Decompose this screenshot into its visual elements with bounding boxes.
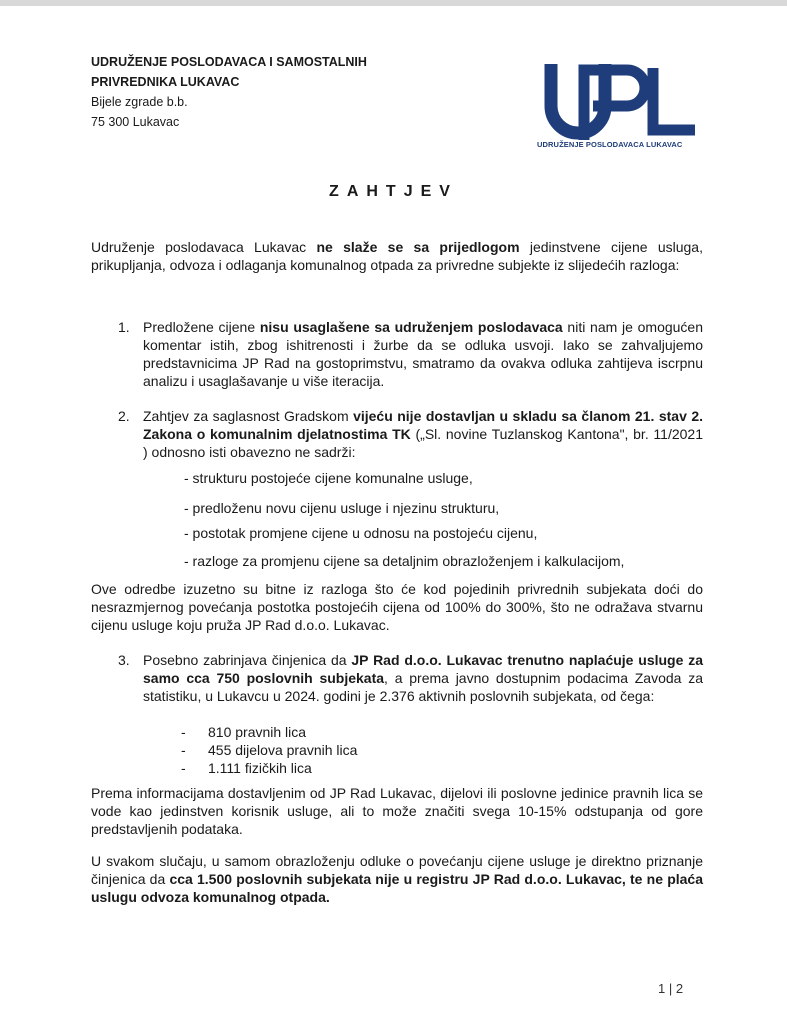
paragraph-information: Prema informacijama dostavljenim od JP Rad Lukavac, dijelovi ili poslovne jedinice pravnih lica se vode kao jedinstven korisnik usluge, ali to može značiti svega 10-15% odstupanja od gore predstavljenih podataka.: [91, 785, 703, 837]
requirement-item: - razloge za promjenu cijene sa detaljnim obrazloženjem i kalkulacijom,: [184, 553, 625, 569]
item2-text-1: Zahtjev za saglasnost Gradskom: [143, 408, 354, 424]
item1-text-2: niti nam je omogućen komentar istih, zbog ishitrenosti i žurbe da se odluka usvoji. Iako se zahvaljujemo predstavnicima JP Rad na gostoprimstvu, smatramo da ovakva odluka zahtijeva iscrpnu analizu i usaglašavanje u više iteracija.: [143, 319, 703, 389]
item-body: [143, 407, 703, 461]
org-name-line2: PRIVREDNIKA LUKAVAC: [91, 75, 240, 89]
item2-text-2: („Sl. novine Tuzlanskog Kantona", br. 11/2021 ) odnosno isti obavezno ne sadrži:: [143, 426, 703, 460]
list-item-1: [118, 318, 703, 390]
item2-emphasis: vijeću nije dostavljan u skladu sa članom 21. stav 2. Zakona o komunalnim djelatnostima TK: [143, 408, 703, 442]
breakdown-item: [181, 723, 306, 741]
address-street: Bijele zgrade b.b.: [91, 95, 188, 109]
requirement-item: - postotak promjene cijene u odnosu na postojeću cijenu,: [184, 525, 538, 541]
document-title: ZAHTJEV: [329, 183, 458, 200]
item-number: 3.: [118, 652, 130, 668]
breakdown-item: [181, 759, 312, 777]
item-body: [143, 318, 703, 390]
logo-caption: UDRUŽENJE POSLODAVACA LUKAVAC: [537, 140, 683, 149]
dash: -: [181, 742, 186, 758]
list-item-2: [118, 407, 703, 461]
item-body: [143, 651, 703, 705]
list-item-3: [118, 651, 703, 705]
paragraph-consequences: Ove odredbe izuzetno su bitne iz razloga što će kod pojedinih privrednih subjekata doći do nesrazmjernog povećanja postotka postojećih cijena od 100% do 300%, što ne odražava stvarnu cijenu usluge koju pruža JP Rad d.o.o. Lukavac.: [91, 581, 703, 633]
requirement-item: - strukturu postojeće cijene komunalne usluge,: [184, 470, 473, 486]
item-number: 2.: [118, 408, 130, 424]
item3-text-1: Posebno zabrinjava činjenica da: [143, 652, 352, 668]
intro-paragraph: [91, 238, 703, 274]
dash: -: [181, 760, 186, 776]
conclusion-text: U svakom slučaju, u samom obrazloženju odluke o povećanju cijene usluge je direktno priznanje činjenica da: [91, 853, 703, 887]
dash: -: [181, 724, 186, 740]
item3-text-2: , a prema javno dostupnim podacima Zavoda za statistiku, u Lukavcu u 2024. godini je 2.376 aktivnih poslovnih subjekata, od čega:: [143, 670, 703, 704]
breakdown-item: [181, 741, 357, 759]
item1-text-1: Predložene cijene: [143, 319, 260, 335]
breakdown-text: 810 pravnih lica: [208, 724, 307, 740]
breakdown-text: 1.111 fizičkih lica: [208, 760, 312, 776]
letterhead: [91, 52, 367, 132]
top-edge: [0, 0, 787, 6]
page-number: 1 | 2: [658, 981, 684, 996]
org-name-line1: UDRUŽENJE POSLODAVACA I SAMOSTALNIH: [91, 55, 367, 69]
item-number: 1.: [118, 319, 130, 335]
paragraph-conclusion: [91, 852, 703, 906]
address-city: 75 300 Lukavac: [91, 115, 180, 129]
item1-emphasis: nisu usaglašene sa udruženjem poslodavaca: [259, 319, 563, 335]
intro-text-1: Udruženje poslodavaca Lukavac: [91, 239, 317, 255]
conclusion-emphasis: cca 1.500 poslovnih subjekata nije u registru JP Rad d.o.o. Lukavac, te ne plaća uslugu odvoza komunalnog otpada.: [91, 871, 703, 905]
breakdown-text: 455 dijelova pravnih lica: [208, 742, 358, 758]
intro-text-2: jedinstvene cijene usluga, prikupljanja, odvoza i odlaganja komunalnog otpada za privredne subjekte iz slijedećih razloga:: [91, 239, 703, 273]
item3-emphasis: JP Rad d.o.o. Lukavac trenutno naplaćuje usluge za samo cca 750 poslovnih subjekata: [143, 652, 703, 686]
requirement-item: - predloženu novu cijenu usluge i njezinu strukturu,: [184, 500, 500, 516]
intro-emphasis: ne slaže se sa prijedlogom: [316, 239, 520, 255]
